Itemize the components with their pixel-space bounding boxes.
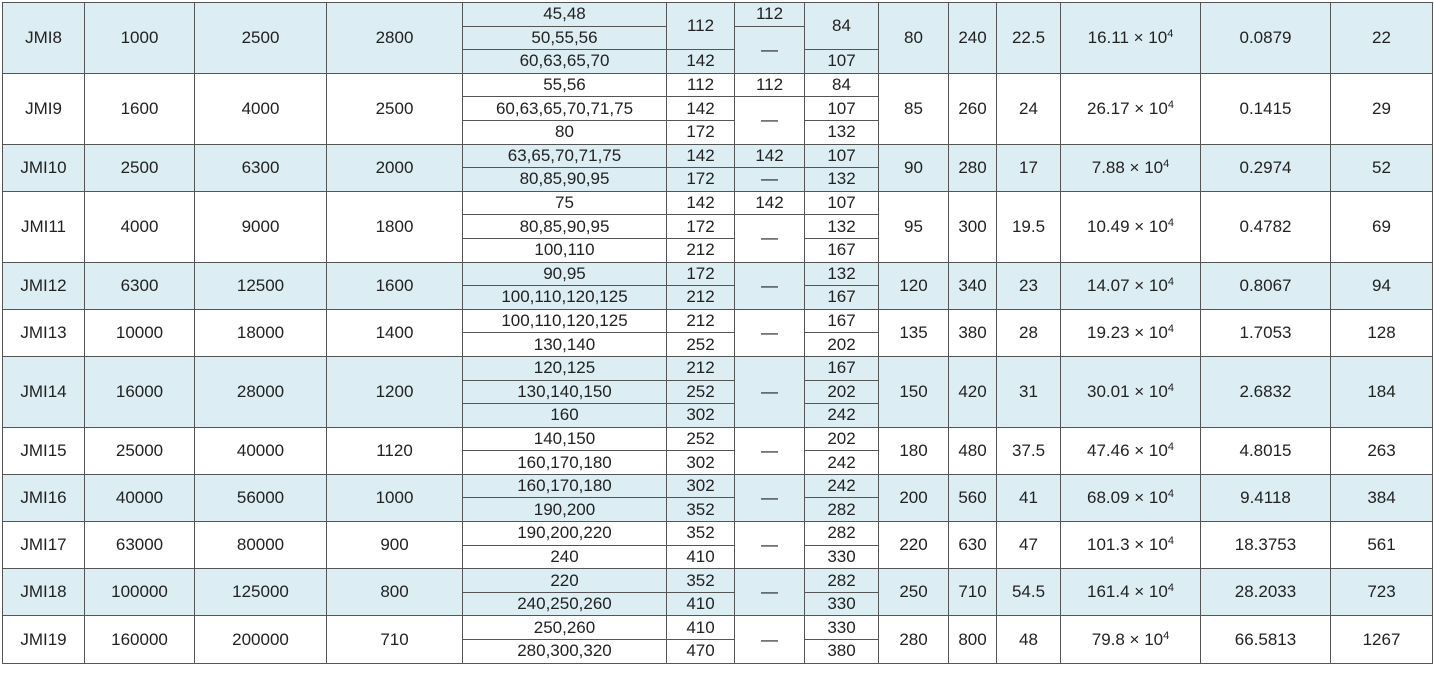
mass-moment-cell: 28.2033 [1201, 569, 1331, 616]
length-cell-1: 212 [667, 286, 735, 310]
model-cell: JMI10 [3, 144, 85, 191]
table-row [3, 309, 1433, 333]
dim-cell-1: 220 [879, 522, 949, 569]
dim-cell-3: 24 [997, 73, 1061, 144]
length-cell-3: 202 [805, 380, 879, 404]
times-sign: × 10 [1129, 381, 1168, 401]
dim-cell-1: 180 [879, 427, 949, 474]
mass-moment-cell: 2.6832 [1201, 356, 1331, 427]
dim-cell-1: 95 [879, 191, 949, 262]
length-cell-1: 212 [667, 238, 735, 262]
bore-cell: 130,140 [463, 333, 667, 357]
inertia-cell [1061, 191, 1201, 262]
inertia-mantissa: 68.09 [1087, 487, 1130, 507]
inertia-cell [1061, 427, 1201, 474]
value-cell-2: 2500 [195, 3, 327, 74]
length-cell-1: 142 [667, 97, 735, 121]
dim-cell-3: 47 [997, 522, 1061, 569]
inertia-exponent: 4 [1167, 322, 1174, 335]
length-cell-3: 167 [805, 286, 879, 310]
table-row [3, 569, 1433, 593]
mass-moment-cell: 0.8067 [1201, 262, 1331, 309]
inertia-exponent: 4 [1167, 216, 1174, 229]
length-cell-3: 107 [805, 144, 879, 168]
mass-moment-cell: 0.0879 [1201, 3, 1331, 74]
dim-cell-3: 28 [997, 309, 1061, 356]
value-cell-1: 10000 [85, 309, 195, 356]
times-sign: × 10 [1129, 216, 1168, 236]
model-cell: JMI8 [3, 3, 85, 74]
length-cell-1: 302 [667, 451, 735, 475]
bore-cell: 45,48 [463, 3, 667, 27]
mass-moment-cell: 18.3753 [1201, 522, 1331, 569]
length-cell-3: 282 [805, 522, 879, 546]
length-cell-1: 302 [667, 474, 735, 498]
value-cell-1: 2500 [85, 144, 195, 191]
times-sign: × 10 [1124, 157, 1164, 177]
weight-cell: 263 [1331, 427, 1433, 474]
length-cell-3: 167 [805, 238, 879, 262]
dim-cell-3: 22.5 [997, 3, 1061, 74]
length-cell-1: 142 [667, 191, 735, 215]
inertia-cell [1061, 262, 1201, 309]
length-cell-2: — [735, 569, 805, 616]
length-cell-3: 84 [805, 3, 879, 50]
length-cell-1: 142 [667, 144, 735, 168]
model-cell: JMI18 [3, 569, 85, 616]
value-cell-2: 12500 [195, 262, 327, 309]
mass-moment-cell: 4.8015 [1201, 427, 1331, 474]
length-cell-3: 132 [805, 120, 879, 144]
inertia-cell [1061, 144, 1201, 191]
bore-cell: 160,170,180 [463, 474, 667, 498]
dim-cell-3: 48 [997, 616, 1061, 663]
inertia-exponent: 4 [1167, 275, 1174, 288]
value-cell-1: 4000 [85, 191, 195, 262]
length-cell-2: — [735, 616, 805, 663]
value-cell-3: 1200 [327, 356, 463, 427]
bore-cell: 55,56 [463, 73, 667, 97]
length-cell-1: 142 [667, 50, 735, 74]
bore-cell: 280,300,320 [463, 640, 667, 664]
coupling-spec-table [2, 2, 1433, 664]
weight-cell: 1267 [1331, 616, 1433, 663]
inertia-cell [1061, 356, 1201, 427]
mass-moment-cell: 9.4118 [1201, 474, 1331, 521]
value-cell-1: 6300 [85, 262, 195, 309]
dim-cell-3: 41 [997, 474, 1061, 521]
table-row [3, 73, 1433, 97]
length-cell-3: 330 [805, 592, 879, 616]
value-cell-2: 56000 [195, 474, 327, 521]
value-cell-3: 1120 [327, 427, 463, 474]
length-cell-2: 142 [735, 144, 805, 168]
length-cell-1: 112 [667, 3, 735, 50]
value-cell-3: 1800 [327, 191, 463, 262]
inertia-mantissa: 16.11 [1087, 27, 1129, 47]
length-cell-1: 352 [667, 498, 735, 522]
bore-cell: 80,85,90,95 [463, 168, 667, 192]
weight-cell: 52 [1331, 144, 1433, 191]
inertia-mantissa: 79.8 [1091, 629, 1125, 649]
value-cell-3: 2000 [327, 144, 463, 191]
model-cell: JMI9 [3, 73, 85, 144]
bore-cell: 100,110,120,125 [463, 309, 667, 333]
value-cell-3: 900 [327, 522, 463, 569]
table-row [3, 522, 1433, 546]
inertia-mantissa: 10.49 [1087, 216, 1130, 236]
length-cell-2: — [735, 215, 805, 262]
inertia-exponent: 4 [1167, 535, 1174, 548]
times-sign: × 10 [1128, 27, 1168, 47]
table-row [3, 474, 1433, 498]
bore-cell: 75 [463, 191, 667, 215]
table-row [3, 191, 1433, 215]
length-cell-1: 302 [667, 404, 735, 428]
length-cell-3: 242 [805, 451, 879, 475]
length-cell-2: — [735, 522, 805, 569]
dim-cell-2: 340 [949, 262, 997, 309]
value-cell-3: 1000 [327, 474, 463, 521]
weight-cell: 128 [1331, 309, 1433, 356]
length-cell-1: 212 [667, 309, 735, 333]
value-cell-3: 710 [327, 616, 463, 663]
length-cell-3: 242 [805, 474, 879, 498]
table-row [3, 427, 1433, 451]
value-cell-1: 25000 [85, 427, 195, 474]
bore-cell: 120,125 [463, 356, 667, 380]
bore-cell: 80 [463, 120, 667, 144]
value-cell-3: 800 [327, 569, 463, 616]
length-cell-3: 330 [805, 545, 879, 569]
length-cell-3: 132 [805, 168, 879, 192]
mass-moment-cell: 0.2974 [1201, 144, 1331, 191]
inertia-mantissa: 30.01 [1087, 381, 1130, 401]
value-cell-3: 1600 [327, 262, 463, 309]
bore-cell: 60,63,65,70 [463, 50, 667, 74]
dim-cell-2: 380 [949, 309, 997, 356]
length-cell-3: 132 [805, 262, 879, 286]
inertia-cell [1061, 3, 1201, 74]
length-cell-2: — [735, 26, 805, 73]
inertia-mantissa: 47.46 [1087, 440, 1130, 460]
length-cell-1: 172 [667, 120, 735, 144]
value-cell-2: 200000 [195, 616, 327, 663]
bore-cell: 190,200 [463, 498, 667, 522]
length-cell-3: 242 [805, 404, 879, 428]
value-cell-2: 9000 [195, 191, 327, 262]
inertia-exponent: 4 [1167, 440, 1174, 453]
inertia-exponent: 4 [1167, 381, 1174, 394]
dim-cell-1: 200 [879, 474, 949, 521]
bore-cell: 130,140,150 [463, 380, 667, 404]
dim-cell-2: 240 [949, 3, 997, 74]
length-cell-3: 380 [805, 640, 879, 664]
inertia-exponent: 4 [1163, 629, 1170, 642]
times-sign: × 10 [1129, 98, 1168, 118]
inertia-exponent: 4 [1167, 98, 1174, 111]
bore-cell: 190,200,220 [463, 522, 667, 546]
length-cell-3: 84 [805, 73, 879, 97]
dim-cell-2: 280 [949, 144, 997, 191]
weight-cell: 69 [1331, 191, 1433, 262]
weight-cell: 29 [1331, 73, 1433, 144]
length-cell-3: 282 [805, 498, 879, 522]
model-cell: JMI13 [3, 309, 85, 356]
inertia-mantissa: 101.3 [1087, 535, 1130, 555]
model-cell: JMI16 [3, 474, 85, 521]
bore-cell: 100,110,120,125 [463, 286, 667, 310]
length-cell-2: — [735, 97, 805, 144]
table-row [3, 3, 1433, 27]
bore-cell: 160,170,180 [463, 451, 667, 475]
length-cell-1: 410 [667, 616, 735, 640]
table-row [3, 144, 1433, 168]
value-cell-2: 125000 [195, 569, 327, 616]
length-cell-3: 282 [805, 569, 879, 593]
inertia-exponent: 4 [1163, 157, 1170, 170]
inertia-exponent: 4 [1167, 487, 1174, 500]
dim-cell-1: 90 [879, 144, 949, 191]
value-cell-1: 1000 [85, 3, 195, 74]
inertia-cell [1061, 309, 1201, 356]
inertia-cell [1061, 73, 1201, 144]
bore-cell: 240 [463, 545, 667, 569]
model-cell: JMI17 [3, 522, 85, 569]
dim-cell-2: 480 [949, 427, 997, 474]
length-cell-1: 212 [667, 356, 735, 380]
bore-cell: 100,110 [463, 238, 667, 262]
value-cell-1: 100000 [85, 569, 195, 616]
model-cell: JMI15 [3, 427, 85, 474]
length-cell-2: — [735, 474, 805, 521]
dim-cell-1: 250 [879, 569, 949, 616]
dim-cell-3: 23 [997, 262, 1061, 309]
times-sign: × 10 [1129, 440, 1168, 460]
value-cell-3: 2500 [327, 73, 463, 144]
weight-cell: 723 [1331, 569, 1433, 616]
length-cell-1: 172 [667, 168, 735, 192]
length-cell-1: 252 [667, 380, 735, 404]
dim-cell-3: 37.5 [997, 427, 1061, 474]
value-cell-2: 6300 [195, 144, 327, 191]
value-cell-3: 1400 [327, 309, 463, 356]
dim-cell-3: 19.5 [997, 191, 1061, 262]
length-cell-3: 330 [805, 616, 879, 640]
weight-cell: 22 [1331, 3, 1433, 74]
table-row [3, 616, 1433, 640]
inertia-mantissa: 26.17 [1087, 98, 1130, 118]
dim-cell-1: 135 [879, 309, 949, 356]
bore-cell: 80,85,90,95 [463, 215, 667, 239]
bore-cell: 50,55,56 [463, 26, 667, 50]
length-cell-2: — [735, 168, 805, 192]
times-sign: × 10 [1124, 629, 1164, 649]
times-sign: × 10 [1129, 275, 1168, 295]
dim-cell-1: 85 [879, 73, 949, 144]
value-cell-1: 40000 [85, 474, 195, 521]
dim-cell-2: 630 [949, 522, 997, 569]
weight-cell: 94 [1331, 262, 1433, 309]
value-cell-2: 80000 [195, 522, 327, 569]
bore-cell: 140,150 [463, 427, 667, 451]
inertia-cell [1061, 474, 1201, 521]
length-cell-1: 172 [667, 262, 735, 286]
mass-moment-cell: 0.4782 [1201, 191, 1331, 262]
value-cell-1: 16000 [85, 356, 195, 427]
length-cell-2: — [735, 427, 805, 474]
dim-cell-2: 560 [949, 474, 997, 521]
model-cell: JMI14 [3, 356, 85, 427]
length-cell-1: 112 [667, 73, 735, 97]
length-cell-3: 132 [805, 215, 879, 239]
length-cell-2: 112 [735, 3, 805, 27]
value-cell-2: 18000 [195, 309, 327, 356]
value-cell-1: 160000 [85, 616, 195, 663]
length-cell-1: 252 [667, 333, 735, 357]
table-row [3, 262, 1433, 286]
value-cell-3: 2800 [327, 3, 463, 74]
value-cell-2: 28000 [195, 356, 327, 427]
bore-cell: 240,250,260 [463, 592, 667, 616]
mass-moment-cell: 66.5813 [1201, 616, 1331, 663]
value-cell-1: 63000 [85, 522, 195, 569]
dim-cell-3: 54.5 [997, 569, 1061, 616]
bore-cell: 220 [463, 569, 667, 593]
length-cell-3: 202 [805, 427, 879, 451]
length-cell-3: 107 [805, 97, 879, 121]
length-cell-2: 142 [735, 191, 805, 215]
inertia-mantissa: 7.88 [1091, 157, 1125, 177]
times-sign: × 10 [1129, 322, 1168, 342]
inertia-cell [1061, 569, 1201, 616]
dim-cell-2: 300 [949, 191, 997, 262]
bore-cell: 60,63,65,70,71,75 [463, 97, 667, 121]
length-cell-3: 107 [805, 50, 879, 74]
times-sign: × 10 [1129, 487, 1168, 507]
length-cell-1: 410 [667, 592, 735, 616]
length-cell-3: 167 [805, 356, 879, 380]
length-cell-1: 172 [667, 215, 735, 239]
length-cell-3: 167 [805, 309, 879, 333]
weight-cell: 384 [1331, 474, 1433, 521]
dim-cell-3: 31 [997, 356, 1061, 427]
model-cell: JMI11 [3, 191, 85, 262]
length-cell-2: — [735, 309, 805, 356]
dim-cell-2: 260 [949, 73, 997, 144]
inertia-exponent: 4 [1167, 27, 1174, 40]
length-cell-2: — [735, 356, 805, 427]
weight-cell: 561 [1331, 522, 1433, 569]
inertia-cell [1061, 522, 1201, 569]
length-cell-1: 470 [667, 640, 735, 664]
inertia-exponent: 4 [1167, 582, 1174, 595]
bore-cell: 90,95 [463, 262, 667, 286]
length-cell-1: 410 [667, 545, 735, 569]
value-cell-1: 1600 [85, 73, 195, 144]
inertia-cell [1061, 616, 1201, 663]
dim-cell-1: 80 [879, 3, 949, 74]
bore-cell: 250,260 [463, 616, 667, 640]
length-cell-3: 107 [805, 191, 879, 215]
model-cell: JMI19 [3, 616, 85, 663]
value-cell-2: 4000 [195, 73, 327, 144]
model-cell: JMI12 [3, 262, 85, 309]
dim-cell-2: 800 [949, 616, 997, 663]
length-cell-1: 252 [667, 427, 735, 451]
times-sign: × 10 [1129, 535, 1168, 555]
length-cell-1: 352 [667, 569, 735, 593]
times-sign: × 10 [1129, 582, 1168, 602]
dim-cell-1: 150 [879, 356, 949, 427]
inertia-mantissa: 161.4 [1087, 582, 1130, 602]
value-cell-2: 40000 [195, 427, 327, 474]
length-cell-2: — [735, 262, 805, 309]
length-cell-3: 202 [805, 333, 879, 357]
bore-cell: 160 [463, 404, 667, 428]
bore-cell: 63,65,70,71,75 [463, 144, 667, 168]
dim-cell-2: 420 [949, 356, 997, 427]
table-body [3, 3, 1433, 664]
dim-cell-1: 120 [879, 262, 949, 309]
mass-moment-cell: 1.7053 [1201, 309, 1331, 356]
weight-cell: 184 [1331, 356, 1433, 427]
inertia-mantissa: 19.23 [1087, 322, 1130, 342]
inertia-mantissa: 14.07 [1087, 275, 1130, 295]
dim-cell-3: 17 [997, 144, 1061, 191]
length-cell-2: 112 [735, 73, 805, 97]
length-cell-1: 352 [667, 522, 735, 546]
dim-cell-2: 710 [949, 569, 997, 616]
dim-cell-1: 280 [879, 616, 949, 663]
table-row [3, 356, 1433, 380]
mass-moment-cell: 0.1415 [1201, 73, 1331, 144]
